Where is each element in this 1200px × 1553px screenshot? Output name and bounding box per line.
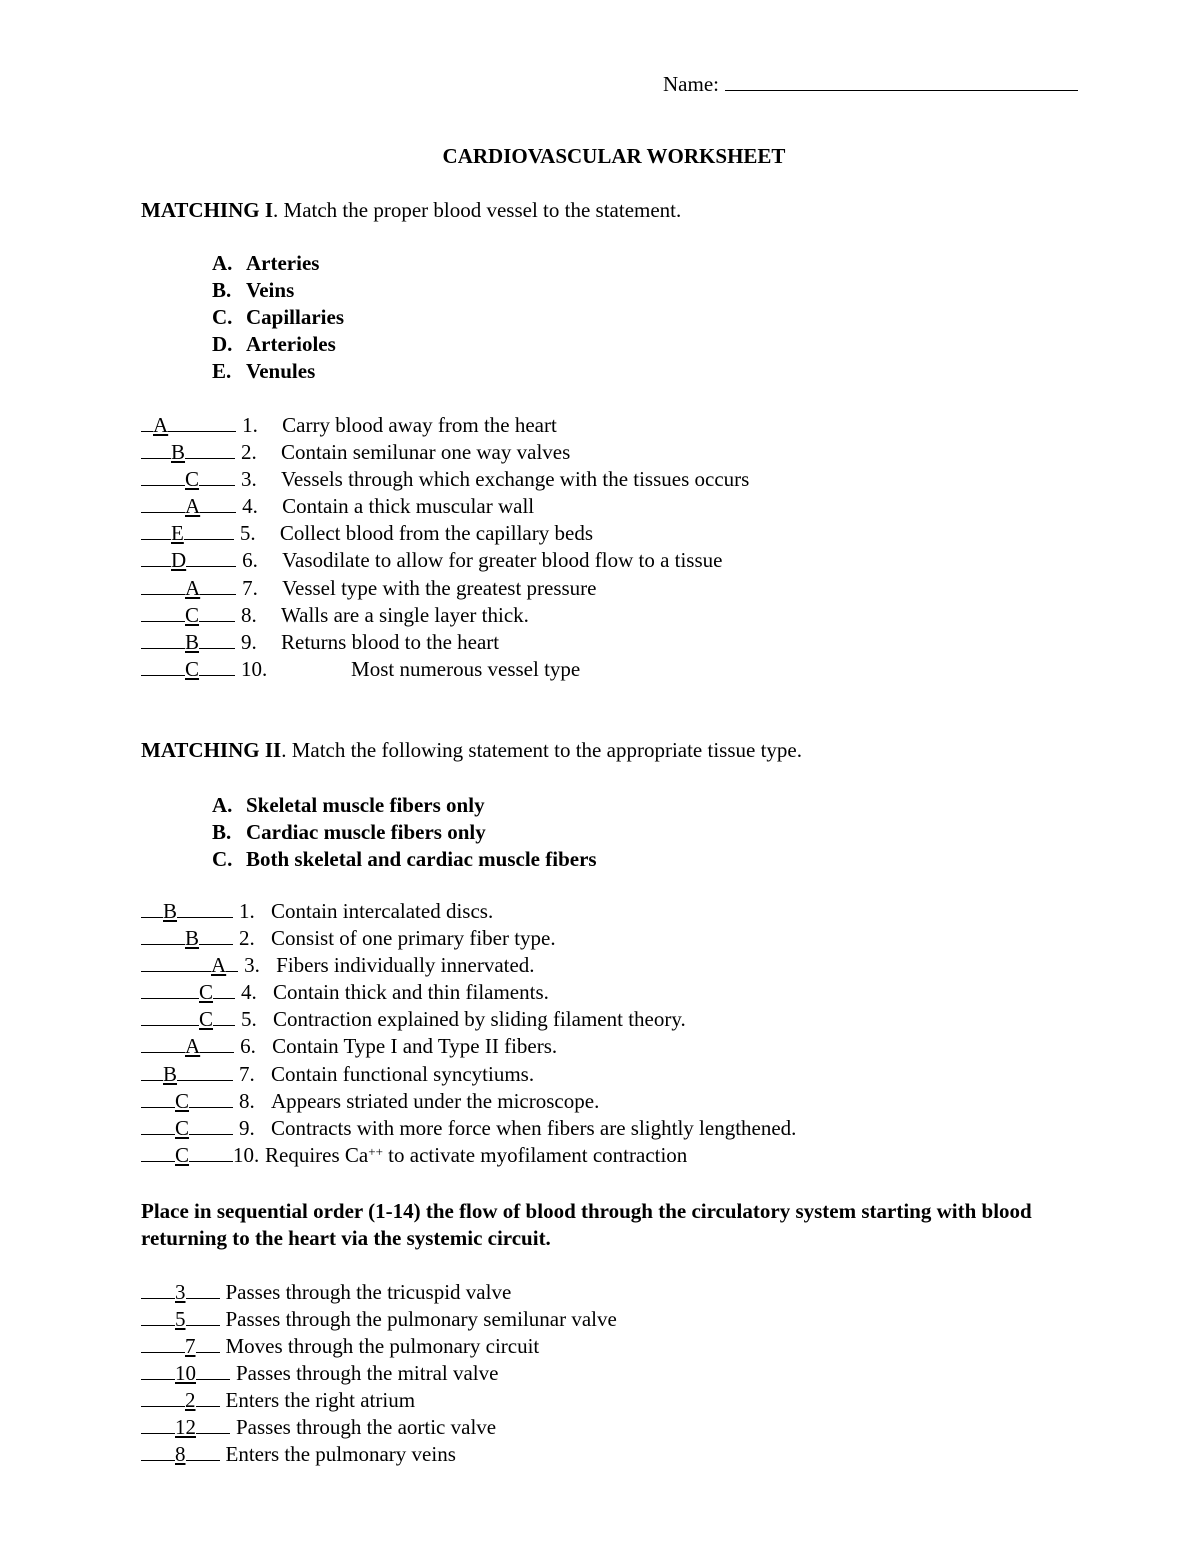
matching2-row: C 5. Contraction explained by sliding filament theory. bbox=[141, 1006, 796, 1033]
matching1-heading bbox=[141, 198, 681, 223]
answer-field[interactable]: 10 bbox=[175, 1361, 196, 1385]
answer-field[interactable]: B bbox=[163, 899, 178, 923]
answer-field[interactable]: B bbox=[185, 926, 200, 951]
answer-field[interactable]: C bbox=[185, 602, 200, 627]
matching1-title: MATCHING I bbox=[141, 198, 274, 222]
sequence-row: 3 Passes through the tricuspid valve bbox=[141, 1279, 617, 1306]
answer-field[interactable]: C bbox=[199, 1007, 214, 1032]
answer-field[interactable]: 2 bbox=[185, 1388, 196, 1412]
matching2-title: MATCHING II bbox=[141, 738, 282, 762]
matching2-row: B 7. Contain functional syncytiums. bbox=[141, 1061, 796, 1088]
matching2-row: C 9. Contracts with more force when fibers are slightly lengthened. bbox=[141, 1115, 796, 1142]
option-item: A. Arteries bbox=[212, 251, 320, 275]
matching1-row: B 2. Contain semilunar one way valves bbox=[141, 439, 749, 466]
answer-field[interactable]: B bbox=[171, 440, 186, 465]
matching1-row: E 5. Collect blood from the capillary beds bbox=[141, 520, 749, 547]
answer-field[interactable]: C bbox=[185, 656, 200, 681]
matching1-items bbox=[141, 412, 749, 683]
answer-field[interactable]: A bbox=[185, 575, 201, 600]
answer-field[interactable]: E bbox=[171, 521, 184, 546]
sequence-items bbox=[141, 1279, 617, 1468]
matching2-row: B 2. Consist of one primary fiber type. bbox=[141, 925, 796, 952]
answer-field[interactable]: C bbox=[175, 1115, 190, 1140]
sequence-row: 10 Passes through the mitral valve bbox=[141, 1360, 617, 1387]
name-row bbox=[663, 72, 1078, 97]
sequence-instruction: Place in sequential order (1-14) the flow of blood through the circulatory system starting with blood returning to the heart via the systemic circuit. bbox=[141, 1199, 1032, 1250]
matching2-row: A 6. Contain Type I and Type II fibers. bbox=[141, 1033, 796, 1060]
matching2-options bbox=[212, 792, 597, 873]
name-label: Name: bbox=[663, 72, 719, 96]
sequence-row: 2 Enters the right atrium bbox=[141, 1387, 617, 1414]
matching1-row: C 10. Most numerous vessel type bbox=[141, 656, 749, 683]
page-title: CARDIOVASCULAR WORKSHEET bbox=[442, 144, 786, 168]
matching1-row: C 3. Vessels through which exchange with the tissues occurs bbox=[141, 466, 749, 493]
sequence-row: 12 Passes through the aortic valve bbox=[141, 1414, 617, 1441]
option-item: D. Arterioles bbox=[212, 332, 336, 356]
answer-field[interactable]: C bbox=[185, 467, 200, 492]
answer-field[interactable]: B bbox=[185, 629, 200, 654]
matching1-row: C 8. Walls are a single layer thick. bbox=[141, 602, 749, 629]
option-item: C. Capillaries bbox=[212, 305, 344, 329]
option-item: C. Both skeletal and cardiac muscle fibers bbox=[212, 847, 597, 871]
matching1-row: A 1. Carry blood away from the heart bbox=[141, 412, 749, 439]
answer-field[interactable]: C bbox=[175, 1088, 190, 1113]
option-item: B. Veins bbox=[212, 278, 295, 302]
answer-field[interactable]: 7 bbox=[185, 1334, 196, 1358]
sequence-row: 7 Moves through the pulmonary circuit bbox=[141, 1333, 617, 1360]
sequence-row: 8 Enters the pulmonary veins bbox=[141, 1441, 617, 1468]
matching2-row: B 1. Contain intercalated discs. bbox=[141, 898, 796, 925]
matching2-instruction: . Match the following statement to the appropriate tissue type. bbox=[281, 738, 802, 762]
answer-field[interactable]: D bbox=[171, 548, 187, 573]
matching1-options bbox=[212, 250, 344, 385]
matching1-row: A 7. Vessel type with the greatest pressure bbox=[141, 575, 749, 602]
superscript: ++ bbox=[368, 1143, 383, 1159]
matching2-row: C 8. Appears striated under the microscope. bbox=[141, 1088, 796, 1115]
answer-field[interactable]: A bbox=[153, 413, 169, 437]
answer-field[interactable]: 5 bbox=[175, 1307, 186, 1331]
matching1-row: A 4. Contain a thick muscular wall bbox=[141, 493, 749, 520]
answer-field[interactable]: C bbox=[175, 1142, 190, 1167]
matching1-row: D 6. Vasodilate to allow for greater blood flow to a tissue bbox=[141, 547, 749, 574]
answer-field[interactable]: A bbox=[185, 494, 201, 519]
answer-field[interactable]: 8 bbox=[175, 1442, 186, 1466]
answer-field[interactable]: 12 bbox=[175, 1415, 196, 1439]
matching2-row: C 10. Requires Ca++ to activate myofilament contraction bbox=[141, 1142, 796, 1169]
option-item: E. Venules bbox=[212, 359, 316, 383]
name-field[interactable] bbox=[725, 72, 1078, 91]
matching1-row: B 9. Returns blood to the heart bbox=[141, 629, 749, 656]
option-item: B. Cardiac muscle fibers only bbox=[212, 820, 486, 844]
answer-field[interactable]: A bbox=[211, 953, 227, 978]
sequence-row: 5 Passes through the pulmonary semilunar valve bbox=[141, 1306, 617, 1333]
option-item: A. Skeletal muscle fibers only bbox=[212, 793, 485, 817]
matching2-items bbox=[141, 898, 796, 1169]
answer-field[interactable]: B bbox=[163, 1061, 178, 1086]
answer-field[interactable]: C bbox=[199, 980, 214, 1005]
answer-field[interactable]: 3 bbox=[175, 1280, 186, 1304]
matching1-instruction: . Match the proper blood vessel to the statement. bbox=[273, 198, 682, 222]
matching2-row: C 4. Contain thick and thin filaments. bbox=[141, 979, 796, 1006]
matching2-row: A 3. Fibers individually innervated. bbox=[141, 952, 796, 979]
answer-field[interactable]: A bbox=[185, 1034, 201, 1059]
matching2-heading bbox=[141, 738, 802, 763]
